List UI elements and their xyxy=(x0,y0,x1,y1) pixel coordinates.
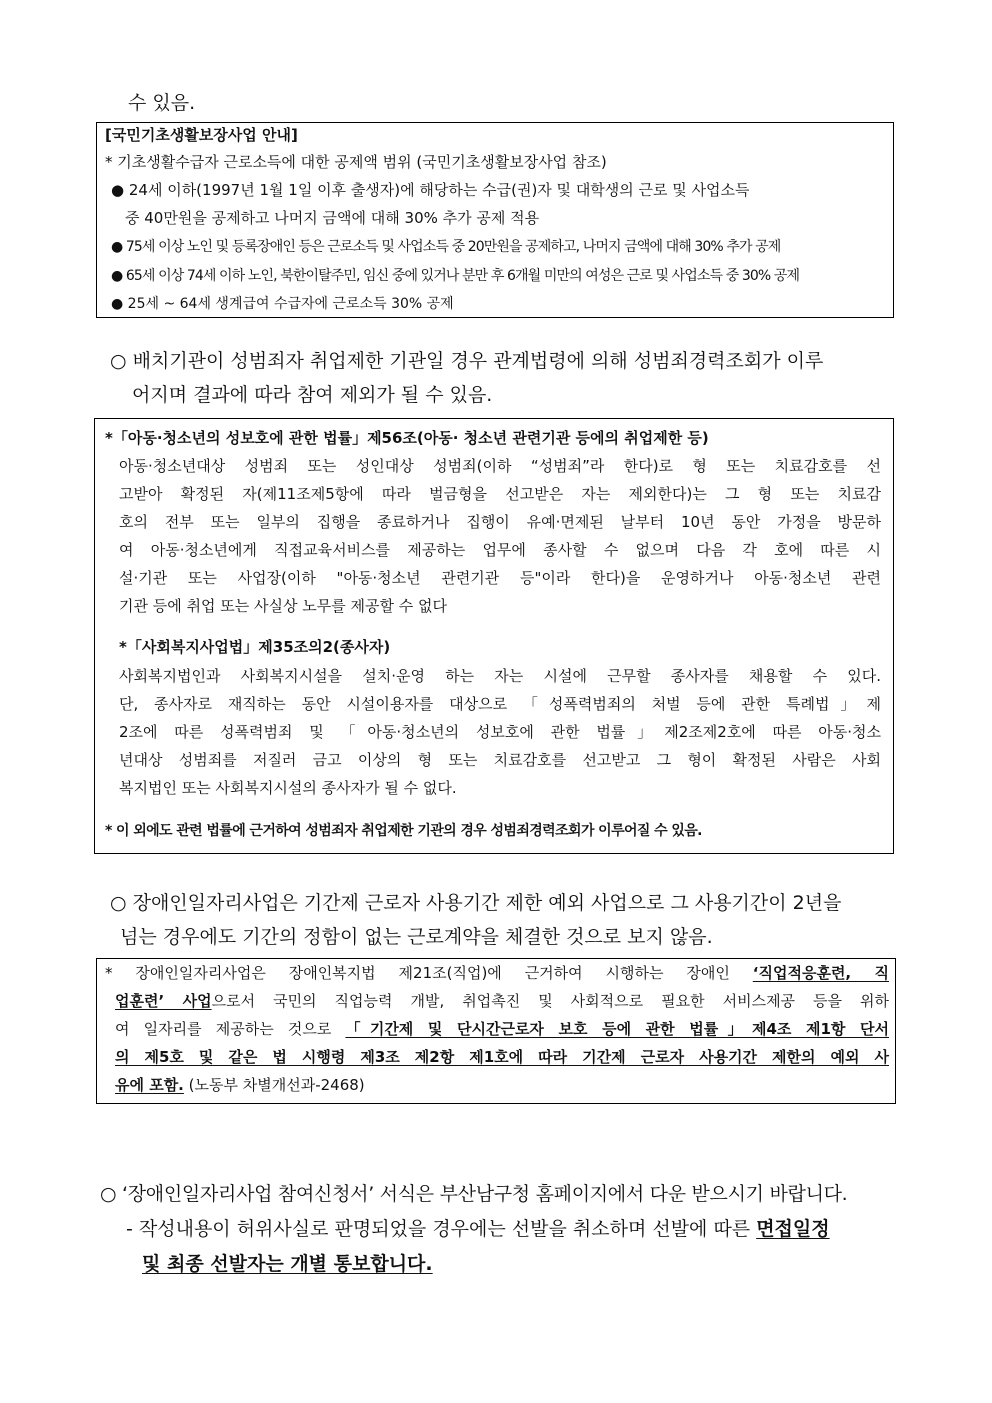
exception-line xyxy=(105,987,889,1015)
paragraph-line: 넘는 경우에도 기간의 정함이 없는 근로계약을 체결한 것으로 보지 않음. xyxy=(120,926,713,948)
bullet-text: 65세 이상 74세 이하 노인, 북한이탈주민, 임신 중에 있거나 분만 후 6개월 미만의 여성은 근로 및 사업소득 중 30% 공제 xyxy=(125,268,800,284)
law-line: 단, 종사자로 재직하는 동안 시설이용자를 대상으로 「성폭력범죄의 처벌 등에 관한 특례법」제 xyxy=(119,695,881,713)
law-line: 기관 등에 취업 또는 사실상 노무를 제공할 수 없다 xyxy=(119,597,447,615)
bullet-text: 24세 이하(1997년 1월 1일 이후 출생자)에 해당하는 수급(권)자 및 대학생의 근로 및 사업소득 xyxy=(128,181,750,199)
law-line: 여 아동·청소년에게 직접교육서비스를 제공하는 업무에 종사할 수 없으며 다음 각 호에 따른 시 xyxy=(119,541,881,559)
law-heading: *「아동·청소년의 성보호에 관한 법률」제56조(아동· 청소년 관련기관 등에의 취업제한 등) xyxy=(105,429,709,447)
continued-text: 수 있음. xyxy=(128,92,196,114)
law-excerpt-box xyxy=(94,418,894,854)
exception-line xyxy=(105,1015,889,1043)
exception-text: * 장애인일자리사업은 장애인복지법 제21조(직업)에 근거하여 시행하는 장애인 xyxy=(105,964,753,982)
exception-line xyxy=(105,959,889,987)
bullet-text: 25세 ~ 64세 생계급여 수급자에 근로소득 30% 공제 xyxy=(127,296,454,312)
law-line: 년대상 성범죄를 저질러 금고 이상의 형 또는 치료감호를 선고받고 그 형이 확정된 사람은 사회 xyxy=(119,751,881,769)
emphasis-text: 면접일정 xyxy=(756,1218,830,1240)
emphasis-text: 「기간제 및 단시간근로자 보호 등에 관한 법률」제4조 제1항 단서 xyxy=(345,1020,889,1038)
law-line: 2조에 따른 성폭력범죄 및 「아동·청소년의 성보호에 관한 법률」제2조제2호에 따른 아동·청소 xyxy=(119,723,881,741)
bullet-item: ● 25세 ~ 64세 생계급여 수급자에 근로소득 30% 공제 xyxy=(111,296,454,312)
box-title: [국민기초생활보장사업 안내] xyxy=(105,126,298,144)
exception-info-box xyxy=(96,958,896,1104)
law-body xyxy=(119,662,881,802)
law-line: 고받아 확정된 자(제11조제5항에 따라 벌금형을 선고받은 자는 제외한다)는 그 형 또는 치료감 xyxy=(119,485,881,503)
bullet-item: ● 65세 이상 74세 이하 노인, 북한이탈주민, 임신 중에 있거나 분만 후 6개월 미만의 여성은 근로 및 사업소득 중 30% 공제 xyxy=(111,268,800,284)
livelihood-info-box xyxy=(96,122,894,318)
exception-text: 으로서 국민의 직업능력 개발, 취업촉진 및 사회적으로 필요한 서비스제공 등을 위하 xyxy=(211,992,889,1010)
bullet-item: ● 24세 이하(1997년 1월 1일 이후 출생자)에 해당하는 수급(권)자 및 대학생의 근로 및 사업소득 xyxy=(111,181,750,199)
law-line: 설·기관 또는 사업장(이하 "아동·청소년 관련기관 등"이라 한다)을 운영하거나 아동·청소년 관련 xyxy=(119,569,881,587)
law-line: 복지법인 또는 사회복지시설의 종사자가 될 수 없다. xyxy=(119,779,457,797)
paragraph-line: ○ ‘장애인일자리사업 참여신청서’ 서식은 부산남구청 홈페이지에서 다운 받으시기 바랍니다. xyxy=(100,1183,848,1205)
paragraph-line: ○ 장애인일자리사업은 기간제 근로자 사용기간 제한 예외 사업으로 그 사용기간이 2년을 xyxy=(110,892,842,914)
paragraph-line: 및 최종 선발자는 개별 통보합니다. xyxy=(142,1253,433,1275)
paragraph-text: - 작성내용이 허위사실로 판명되었을 경우에는 선발을 취소하며 선발에 따른 xyxy=(126,1218,757,1240)
paragraph-line xyxy=(126,1212,830,1246)
exception-line: 의 제5호 및 같은 법 시행령 제3조 제2항 제1호에 따라 기간제 근로자 사용기간 제한의 예외 사 xyxy=(115,1048,889,1066)
box-note: * 기초생활수급자 근로소득에 대한 공제액 범위 (국민기초생활보장사업 참조) xyxy=(105,153,607,171)
paragraph-line: ○ 배치기관이 성범죄자 취업제한 기관일 경우 관계법령에 의해 성범죄경력조회가 이루 xyxy=(110,350,824,372)
emphasis-text: 유에 포함. xyxy=(115,1076,184,1094)
exception-body xyxy=(105,959,889,1099)
law-line: 아동·청소년대상 성범죄 또는 성인대상 성범죄(이하 “성범죄”라 한다)로 형 또는 치료감호를 선 xyxy=(119,457,881,475)
law-footer-note: * 이 외에도 관련 법률에 근거하여 성범죄자 취업제한 기관의 경우 성범죄경력조회가 이루어질 수 있음. xyxy=(105,823,702,839)
exception-line xyxy=(105,1071,889,1099)
law-heading: *「사회복지사업법」제35조의2(종사자) xyxy=(119,638,391,656)
bullet-text: 75세 이상 노인 및 등록장애인 등은 근로소득 및 사업소득 중 20만원을 공제하고, 나머지 금액에 대해 30% 추가 공제 xyxy=(125,239,781,255)
emphasis-text: 업훈련’ 사업 xyxy=(115,992,212,1010)
law-body xyxy=(119,452,881,620)
bullet-continuation: 중 40만원을 공제하고 나머지 금액에 대해 30% 추가 공제 적용 xyxy=(125,209,540,227)
law-line: 사회복지법인과 사회복지시설을 설치·운영 하는 자는 시설에 근무할 종사자를 채용할 수 있다. xyxy=(119,667,881,685)
law-line: 호의 전부 또는 일부의 집행을 종료하거나 집행이 유예·면제된 날부터 10년 동안 가정을 방문하 xyxy=(119,513,881,531)
exception-text: (노동부 차별개선과-2468) xyxy=(183,1076,365,1094)
bullet-item: ● 75세 이상 노인 및 등록장애인 등은 근로소득 및 사업소득 중 20만원을 공제하고, 나머지 금액에 대해 30% 추가 공제 xyxy=(111,239,781,255)
paragraph-line: 어지며 결과에 따라 참여 제외가 될 수 있음. xyxy=(132,384,493,406)
emphasis-text: ‘직업적응훈련, 직 xyxy=(752,964,889,982)
exception-text: 여 일자리를 제공하는 것으로 xyxy=(115,1020,346,1038)
